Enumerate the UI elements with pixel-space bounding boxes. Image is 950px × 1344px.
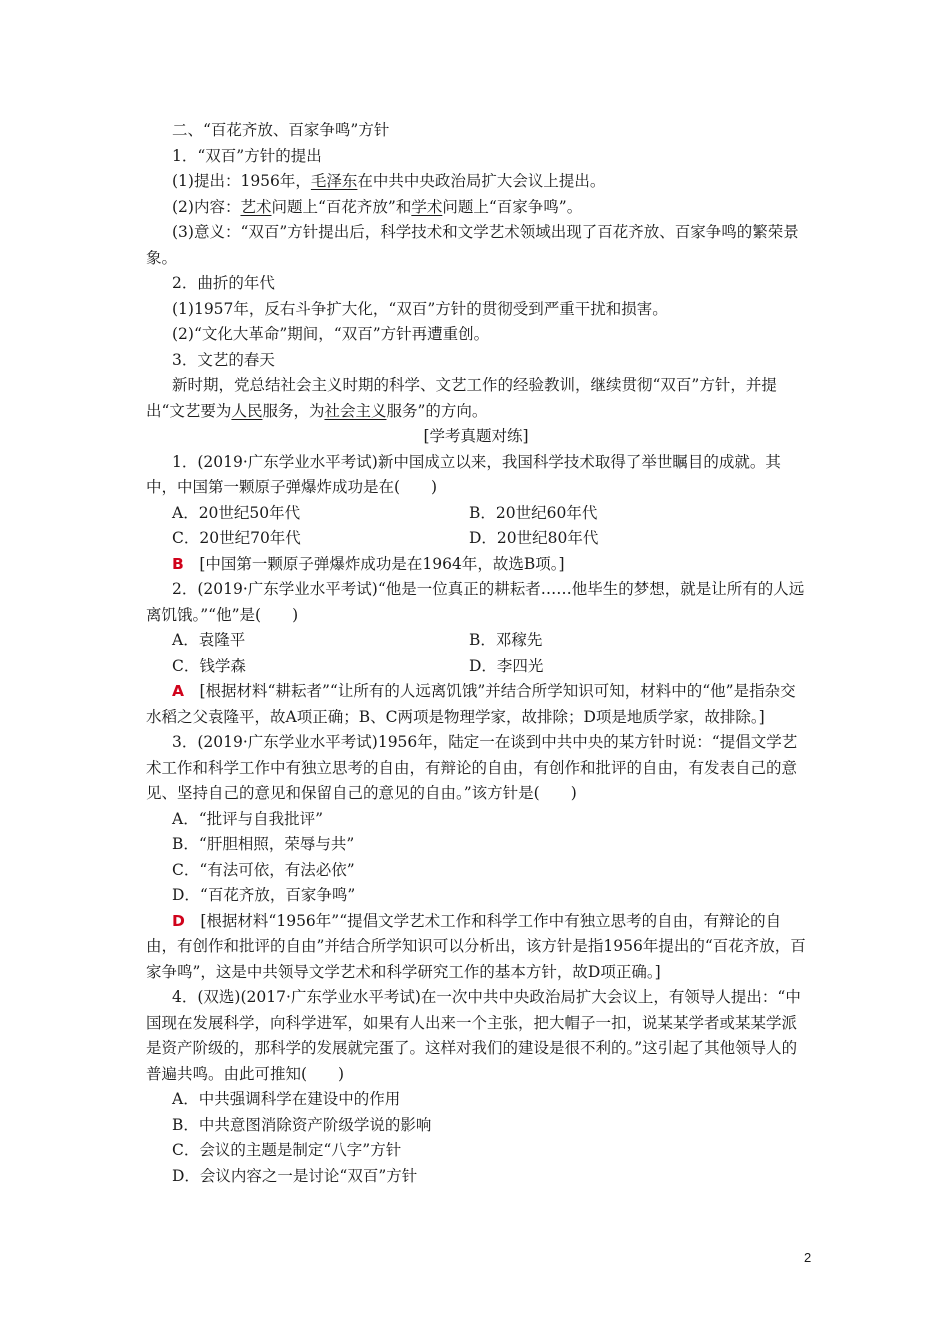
option-b: B．“肝胆相照，荣辱与共”	[172, 835, 355, 853]
question-2-answer	[146, 679, 806, 730]
answer-letter: B	[172, 554, 184, 573]
question-2-stem: 2．(2019·广东学业水平考试)“他是一位真正的耕耘者……他毕生的梦想，就是让所有的人远离饥饿。”“他”是( )	[146, 580, 805, 624]
paragraph-content: (2)内容：艺术问题上“百花齐放”和学术问题上“百家争鸣”。	[172, 197, 583, 216]
answer-letter: D	[172, 911, 185, 930]
paragraph-proposal: (1)提出：1956年，毛泽东在中共中央政治局扩大会议上提出。	[172, 172, 606, 190]
question-2-options-cd	[146, 654, 806, 680]
option-b: B．邓稼先	[469, 631, 543, 649]
paragraph-significance: (3)意义：“双百”方针提出后，科学技术和文学艺术领域出现了百花齐放、百家争鸣的繁荣景象。	[146, 223, 799, 267]
paragraph-1957: (1)1957年，反右斗争扩大化，“双百”方针的贯彻受到严重干扰和损害。	[172, 299, 668, 318]
answer-letter: A	[172, 682, 184, 700]
practice-title: [学考真题对练]	[423, 427, 529, 445]
option-a: A．中共强调科学在建设中的作用	[172, 1090, 401, 1108]
question-1-answer	[146, 552, 806, 578]
question-3-answer	[146, 909, 806, 986]
question-2-options-ab	[146, 628, 806, 654]
option-a: A．20世纪50年代	[172, 503, 301, 522]
page-content	[146, 118, 806, 1189]
answer-explanation: [中国第一颗原子弹爆炸成功是在1964年，故选B项。]	[183, 554, 565, 573]
option-b: B．中共意图消除资产阶级学说的影响	[172, 1115, 432, 1134]
option-b: B．20世纪60年代	[469, 503, 598, 522]
option-a: A．袁隆平	[172, 631, 246, 649]
question-1-options-cd	[146, 526, 806, 552]
option-d: D．李四光	[469, 656, 544, 675]
underlined-term: 社会主义	[324, 401, 387, 420]
question-4-stem: 4．(双选)(2017·广东学业水平考试)在一次中共中央政治局扩大会议上，有领导人提出：“中国现在发展科学，向科学进军，如果有人出来一个主张，把大帽子一扣，说某某学者或某某学派是资产阶级的，那科学的发展就完蛋了。这样对我们的建设是很不利的。”这引起了其他领导人的普遍共鸣。由此可推知( )	[146, 988, 801, 1083]
paragraph-cultural-revolution: (2)“文化大革命”期间，“双百”方针再遭重创。	[172, 325, 490, 343]
option-d: D．20世纪80年代	[469, 529, 599, 547]
subheading-2: 2．曲折的年代	[172, 274, 275, 292]
question-1-stem: 1．(2019·广东学业水平考试)新中国成立以来，我国科学技术取得了举世瞩目的成就。其中，中国第一颗原子弹爆炸成功是在( )	[146, 452, 781, 496]
question-1-options-ab	[146, 501, 806, 527]
page-number: 2	[804, 1250, 812, 1265]
answer-explanation: [根据材料“耕耘者”“让所有的人远离饥饿”并结合所学知识可知，材料中的“他”是指杂交水稻之父袁隆平，故A项正确；B、C两项是物理学家，故排除；D项是地质学家，故排除。]	[146, 682, 796, 726]
option-d: D．“百花齐放，百家争鸣”	[172, 886, 356, 904]
subheading-1: 1．“双百”方针的提出	[172, 146, 322, 165]
answer-explanation: [根据材料“1956年”“提倡文学艺术工作和科学工作中有独立思考的自由，有辩论的自由，有创作和批评的自由”并结合所学知识可以分析出，该方针是指1956年提出的“百花齐放，百家争鸣”，这是中共领导文学艺术和科学研究工作的基本方针，故D项正确。]	[146, 911, 806, 981]
underlined-term: 学术	[411, 197, 443, 216]
option-c: C．20世纪70年代	[172, 529, 301, 547]
underlined-term: 毛泽东	[310, 172, 358, 190]
section-title: 二、“百花齐放、百家争鸣”方针	[172, 121, 390, 139]
underlined-term: 艺术	[240, 197, 272, 216]
option-c: C．钱学森	[172, 656, 246, 675]
option-c: C．会议的主题是制定“八字”方针	[172, 1141, 402, 1159]
option-d: D．会议内容之一是讨论“双百”方针	[172, 1166, 418, 1185]
underlined-term: 人民	[231, 401, 263, 420]
subheading-3: 3．文艺的春天	[172, 350, 275, 369]
option-c: C．“有法可依，有法必依”	[172, 860, 355, 879]
option-a: A．“批评与自我批评”	[172, 809, 324, 828]
paragraph-new-era: 新时期，党总结社会主义时期的科学、文艺工作的经验教训，继续贯彻“双百”方针，并提出“文艺要为人民服务，为社会主义服务”的方向。	[146, 376, 777, 420]
question-3-stem: 3．(2019·广东学业水平考试)1956年，陆定一在谈到中共中央的某方针时说：“提倡文学艺术工作和科学工作中有独立思考的自由，有辩论的自由，有创作和批评的自由，有发表自己的意见、坚持自己的意见和保留自己的意见的自由。”该方针是( )	[146, 733, 798, 802]
